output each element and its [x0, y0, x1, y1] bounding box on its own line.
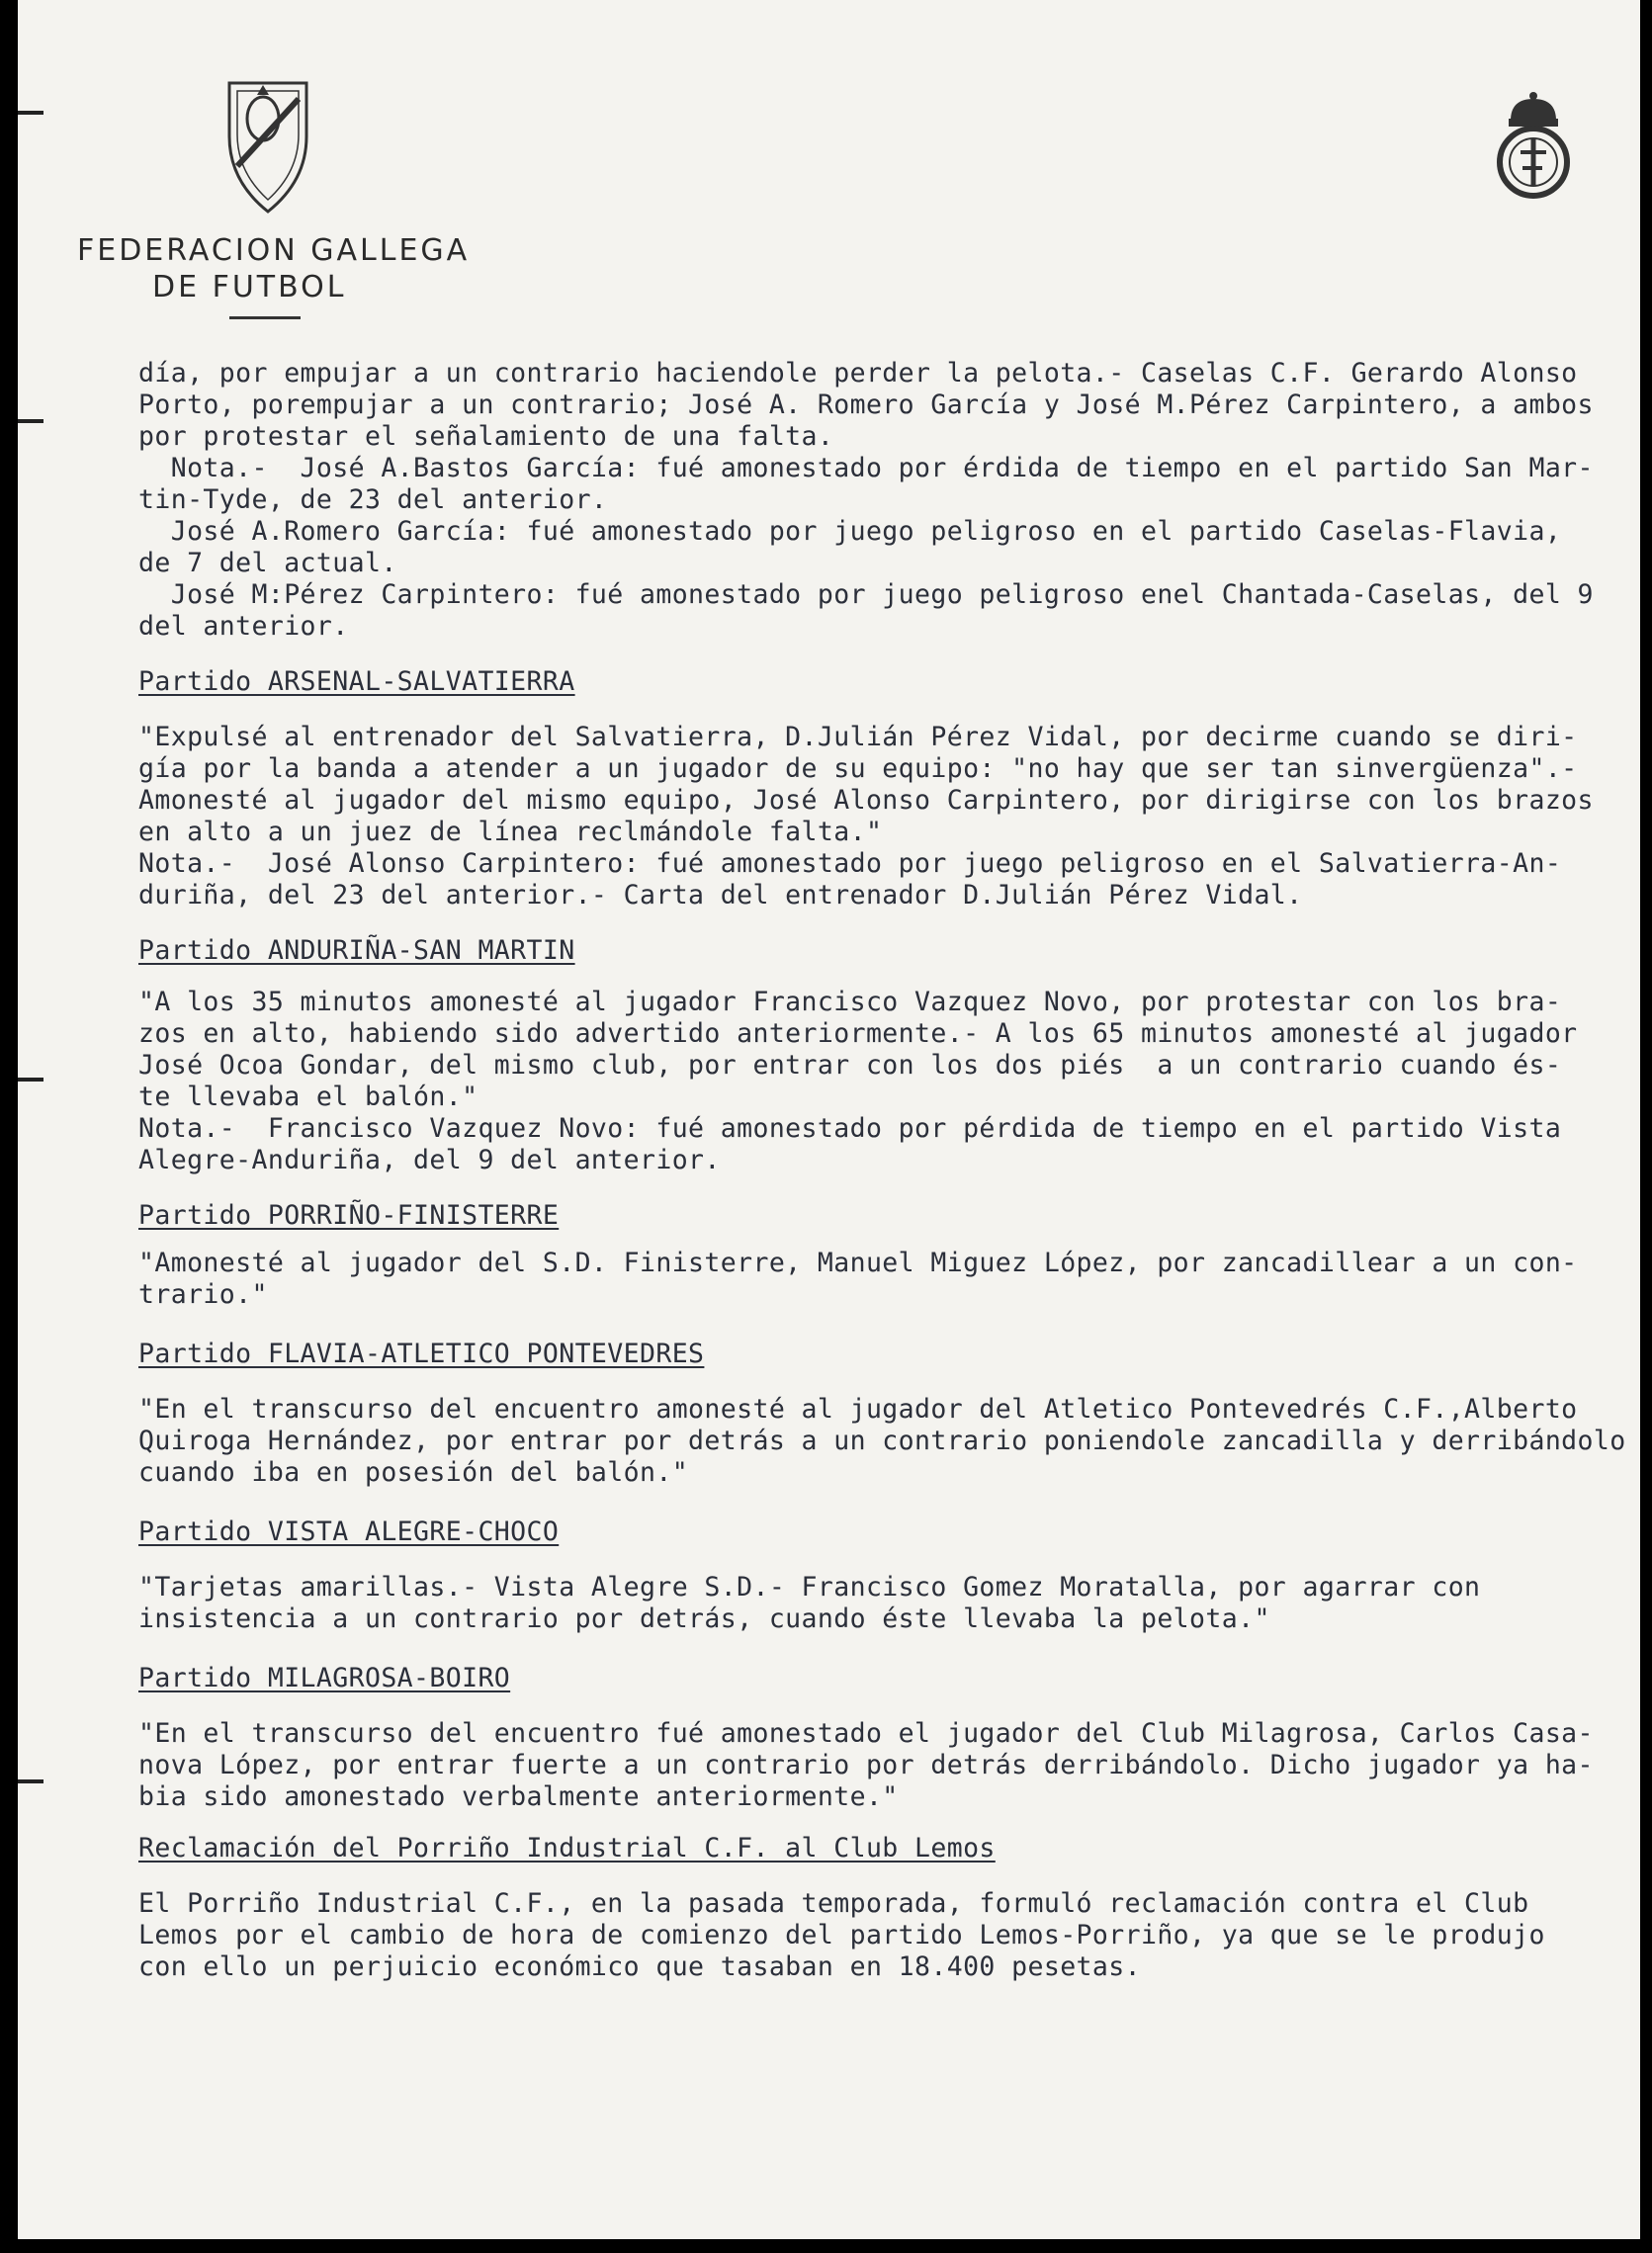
- report-line: te llevaba el balón.": [138, 1082, 478, 1112]
- note-line: del anterior.: [138, 611, 349, 642]
- federation-name-line1: FEDERACION GALLEGA: [77, 233, 471, 268]
- report-line: José Ocoa Gondar, del mismo club, por entrar con los dos piés a un contrario cuando és-: [138, 1050, 1562, 1081]
- rfef-crown-crest-icon: [1491, 91, 1576, 202]
- note-line: José A.Romero García: fué amonestado por juego peligroso en el partido Caselas-Flavia,: [138, 516, 1562, 547]
- section-heading: Partido FLAVIA-ATLETICO PONTEVEDRES: [138, 1339, 705, 1369]
- report-line: Amonesté al jugador del mismo equipo, José Alonso Carpintero, por dirigirse con los brazos: [138, 785, 1594, 816]
- note-line: tin-Tyde, de 23 del anterior.: [138, 484, 608, 515]
- body-line: día, por empujar a un contrario haciendole perder la pelota.- Caselas C.F. Gerardo Alonso: [138, 358, 1578, 389]
- report-line: zos en alto, habiendo sido advertido anteriormente.- A los 65 minutos amonesté al jugador: [138, 1018, 1578, 1049]
- body-line: Porto, porempujar a un contrario; José A. Romero García y José M.Pérez Carpintero, a ambos: [138, 390, 1594, 420]
- report-line: en alto a un juez de línea reclmándole falta.": [138, 817, 883, 847]
- note-line: Alegre-Anduriña, del 9 del anterior.: [138, 1145, 721, 1175]
- report-line: "Expulsé al entrenador del Salvatierra, D.Julián Pérez Vidal, por decirme cuando se diri-: [138, 722, 1578, 752]
- galician-federation-shield-icon: [223, 77, 312, 216]
- header-rule: [229, 316, 301, 319]
- margin-mark: [18, 419, 43, 423]
- report-line: "A los 35 minutos amonesté al jugador Francisco Vazquez Novo, por protestar con los bra-: [138, 987, 1562, 1017]
- report-line: trario.": [138, 1279, 268, 1310]
- section-heading: Partido ARSENAL-SALVATIERRA: [138, 666, 575, 697]
- report-line: "En el transcurso del encuentro fué amonestado el jugador del Club Milagrosa, Carlos Casa-: [138, 1718, 1594, 1749]
- note-line: Nota.- José Alonso Carpintero: fué amonestado por juego peligroso en el Salvatierra-An-: [138, 848, 1562, 879]
- document-page: [18, 0, 1640, 2239]
- note-line: José M:Pérez Carpintero: fué amonestado por juego peligroso enel Chantada-Caselas, del 9: [138, 579, 1594, 610]
- report-line: insistencia a un contrario por detrás, cuando éste llevaba la pelota.": [138, 1603, 1270, 1634]
- body-line: por protestar el señalamiento de una falta.: [138, 421, 834, 452]
- report-line: "Tarjetas amarillas.- Vista Alegre S.D.- Francisco Gomez Moratalla, por agarrar con: [138, 1572, 1481, 1603]
- section-heading: Partido VISTA ALEGRE-CHOCO: [138, 1516, 560, 1547]
- report-line: bia sido amonestado verbalmente anteriormente.": [138, 1781, 899, 1812]
- report-line: Quiroga Hernández, por entrar por detrás a un contrario poniendole zancadilla y derribándolo: [138, 1426, 1626, 1456]
- note-line: Nota.- Francisco Vazquez Novo: fué amonestado por pérdida de tiempo en el partido Vista: [138, 1113, 1562, 1144]
- section-heading: Partido ANDURIÑA-SAN MARTIN: [138, 935, 575, 966]
- report-line: "En el transcurso del encuentro amonesté al jugador del Atletico Pontevedrés C.F.,Alberto: [138, 1394, 1578, 1425]
- note-line: de 7 del actual.: [138, 548, 397, 578]
- report-line: nova López, por entrar fuerte a un contrario por detrás derribándolo. Dicho jugador ya ha-: [138, 1750, 1594, 1780]
- margin-mark: [18, 1078, 43, 1082]
- note-line: Nota.- José A.Bastos García: fué amonestado por érdida de tiempo en el partido San Mar-: [138, 453, 1594, 483]
- report-line: gía por la banda a atender a un jugador de su equipo: "no hay que ser tan sinvergüenza".-: [138, 753, 1578, 784]
- section-heading: Reclamación del Porriño Industrial C.F. al Club Lemos: [138, 1833, 996, 1863]
- report-line: con ello un perjuicio económico que tasaban en 18.400 pesetas.: [138, 1951, 1141, 1982]
- section-heading: Partido PORRIÑO-FINISTERRE: [138, 1200, 560, 1231]
- margin-mark: [18, 111, 43, 115]
- document-body: [138, 358, 1640, 1983]
- note-line: duriña, del 23 del anterior.- Carta del entrenador D.Julián Pérez Vidal.: [138, 880, 1303, 910]
- margin-mark: [18, 1779, 43, 1783]
- report-line: cuando iba en posesión del balón.": [138, 1457, 689, 1488]
- report-line: "Amonesté al jugador del S.D. Finisterre, Manuel Miguez López, por zancadillear a un con-: [138, 1248, 1578, 1278]
- report-line: El Porriño Industrial C.F., en la pasada temporada, formuló reclamación contra el Club: [138, 1888, 1529, 1919]
- section-heading: Partido MILAGROSA-BOIRO: [138, 1663, 511, 1693]
- report-line: Lemos por el cambio de hora de comienzo del partido Lemos-Porriño, ya que se le produjo: [138, 1920, 1545, 1950]
- federation-name-line2: DE FUTBOL: [152, 270, 347, 304]
